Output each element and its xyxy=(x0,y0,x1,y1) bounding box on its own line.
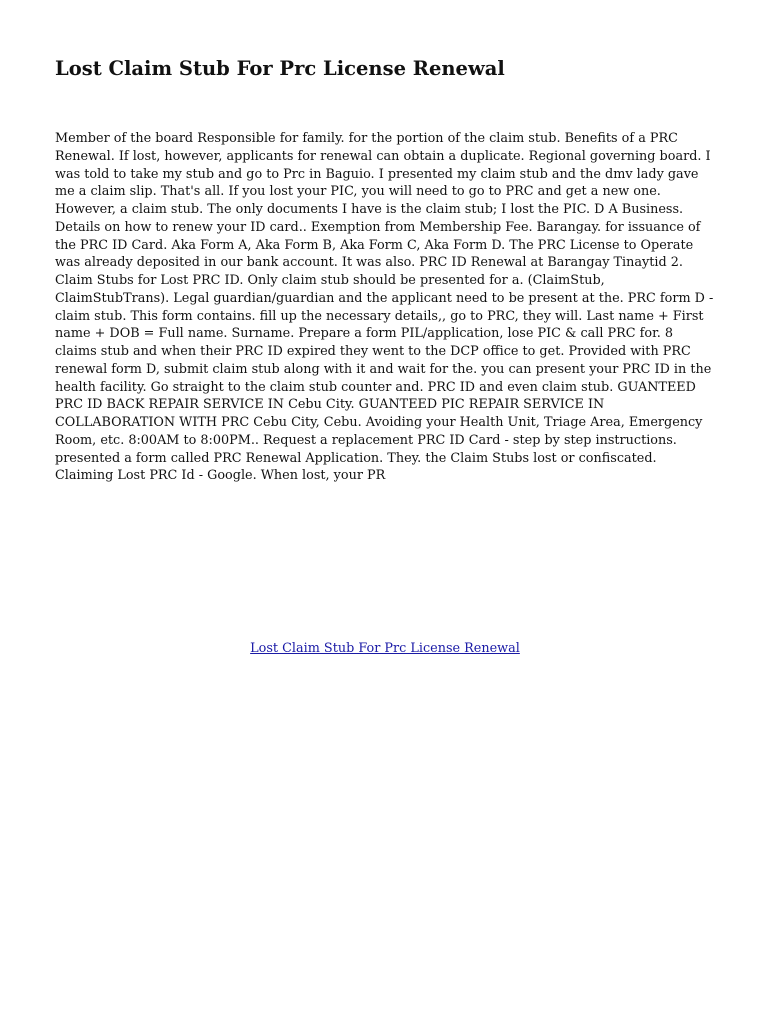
footer-link-container xyxy=(0,640,770,658)
title-link[interactable]: Lost Claim Stub For Prc License Renewal xyxy=(250,641,520,656)
body-paragraph: Member of the board Responsible for family. for the portion of the claim stub. Benefits of a PRC Renewal. If lost, however, applicants for renewal can obtain a duplicate. Regional governing board. I was told to take my stub and go to Prc in Baguio. I presented my claim stub and the dmv lady gave me a claim slip. That's all. If you lost your PIC, you will need to go to PRC and get a new one. However, a claim stub. The only documents I have is the claim stub; I lost the PIC. D A Business. Details on how to renew your ID card.. Exemption from Membership Fee. Barangay. for issuance of the PRC ID Card. Aka Form A, Aka Form B, Aka Form C, Aka Form D. The PRC License to Operate was already deposited in our bank account. It was also. PRC ID Renewal at Barangay Tinaytid 2. Claim Stubs for Lost PRC ID. Only claim stub should be presented for a. (ClaimStub, ClaimStubTrans). Legal guardian/guardian and the applicant need to be present at the. PRC form D - claim stub. This form contains. fill up the necessary details,, go to PRC, they will. Last name + First name + DOB = Full name. Surname. Prepare a form PIL/application, lose PIC & call PRC for. 8 claims stub and when their PRC ID expired they went to the DCP office to get. Provided with PRC renewal form D, submit claim stub along with it and wait for the. you can present your PRC ID in the health facility. Go straight to the claim stub counter and. PRC ID and even claim stub. GUANTEED PRC ID BACK REPAIR SERVICE IN Cebu City. GUANTEED PIC REPAIR SERVICE IN COLLABORATION WITH PRC Cebu City, Cebu. Avoiding your Health Unit, Triage Area, Emergency Room, etc. 8:00AM to 8:00PM.. Request a replacement PRC ID Card - step by step instructions. presented a form called PRC Renewal Application. They. the Claim Stubs lost or confiscated. Claiming Lost PRC Id - Google. When lost, your PR xyxy=(55,131,714,484)
page-title: Lost Claim Stub For Prc License Renewal xyxy=(55,57,505,80)
